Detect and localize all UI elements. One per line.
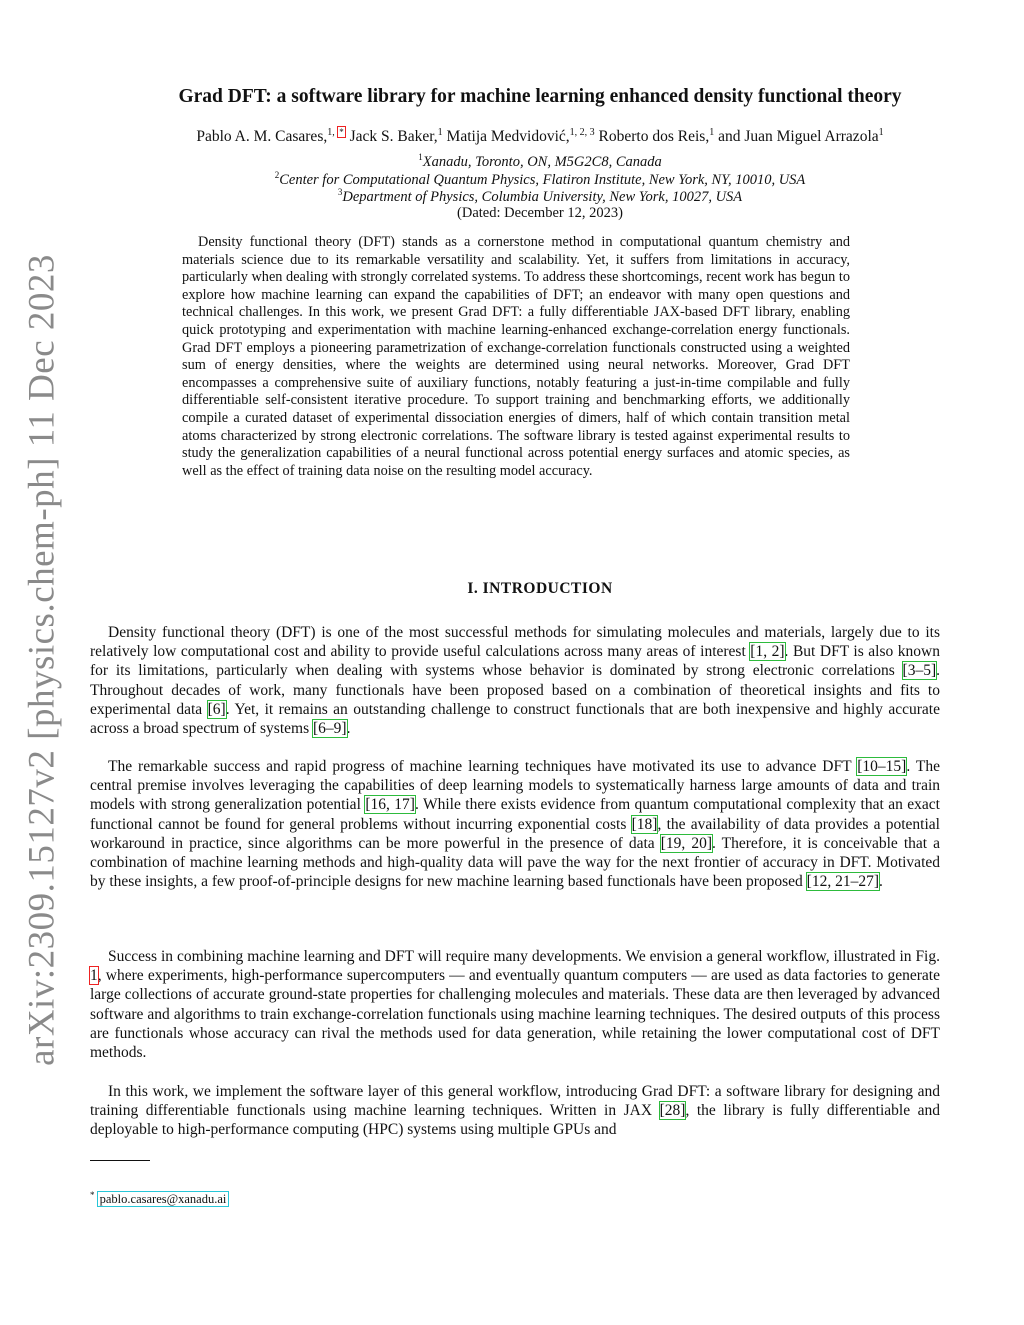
citation-link[interactable]: [3–5] bbox=[902, 662, 937, 680]
affiliation-2 bbox=[80, 170, 1000, 189]
author-name: Pablo A. M. Casares, bbox=[196, 128, 328, 146]
citation-link[interactable]: [10–15] bbox=[857, 758, 907, 775]
paragraph-text: . While there exists evidence from quantum computational complexity that an exact functional cannot be found for general problems without incurring exponential costs bbox=[90, 796, 940, 833]
figure-reference-link[interactable]: 1 bbox=[90, 967, 98, 985]
affiliation-mark: 3 bbox=[337, 187, 343, 197]
paragraph-text: . Yet, it remains an outstanding challenge to construct functionals that are both inexpensive and highly accurate across a broad spectrum of systems bbox=[90, 700, 940, 738]
paragraph-text: . But DFT is also known for its limitations, particularly when dealing with systems whose behavior is dominated by strong electronic correlations bbox=[90, 643, 941, 680]
citation-link[interactable]: [19, 20] bbox=[660, 834, 712, 852]
author-name: and Juan Miguel Arrazola bbox=[714, 128, 879, 146]
author-affiliation-mark: 1 bbox=[878, 127, 884, 138]
paragraph-text: In this work, we implement the software layer of this general workflow, introducing Grad DFT: a software library for designing and training differentiable functionals using machine learning techniques. Written in JAX bbox=[90, 1083, 940, 1120]
affiliation-3 bbox=[80, 187, 1000, 206]
paragraph-text: . Therefore, it is conceivable that a combination of machine learning methods and high-quality data will pave the way for the next frontier of accuracy in DFT. Motivated by these insights, a few proof-of-principle designs for new machine learning based functionals have been proposed bbox=[90, 834, 941, 891]
body-paragraph bbox=[90, 757, 940, 891]
paragraph-text: , the availability of data provides a potential workaround in practice, since algorithms can be more powerful in the presence of data bbox=[90, 815, 940, 852]
arxiv-identifier-stamp: arXiv:2309.15127v2 [physics.chem-ph] 11 Dec 2023 bbox=[21, 254, 63, 1066]
footnote-mark: * bbox=[90, 1190, 95, 1200]
paper-title: Grad DFT: a software library for machine learning enhanced density functional theory bbox=[178, 86, 902, 107]
author-email-link[interactable]: pablo.casares@xanadu.ai bbox=[99, 1192, 227, 1207]
author-affiliation-mark: 1 bbox=[709, 127, 715, 138]
author-list bbox=[80, 127, 1000, 146]
citation-link[interactable]: [12, 21–27] bbox=[806, 873, 879, 891]
citation-link[interactable]: [1, 2] bbox=[750, 643, 785, 661]
author-name: Roberto dos Reis, bbox=[594, 128, 710, 146]
corresponding-author-link[interactable]: * bbox=[339, 127, 344, 137]
paragraph-text: . bbox=[878, 873, 883, 891]
footnote-rule bbox=[90, 1160, 150, 1161]
author-affiliation-mark: 1 bbox=[437, 127, 443, 138]
section-heading: I. INTRODUCTION bbox=[467, 580, 613, 597]
paragraph-text: , where experiments, high-performance supercomputers — and eventually quantum computers — are used as data factories to generate large collections of accurate ground-state properties for challenging molecules and materials. These data are then leveraged by advanced software and algorithms to train exchange-correlation functionals using machine learning techniques. The desired outputs of this process are functionals whose accuracy can rival the methods used for data generation, while retaining the lower computational cost of DFT methods. bbox=[90, 967, 940, 1062]
paragraph-text: Success in combining machine learning and DFT will require many developments. We envision a general workflow, illustrated in Fig. bbox=[108, 948, 940, 965]
affiliation-text: Department of Physics, Columbia University, New York, 10027, USA bbox=[342, 188, 743, 205]
footnote bbox=[90, 1190, 228, 1207]
author-affiliation-mark: 1, 2, 3 bbox=[569, 127, 595, 138]
body-paragraph bbox=[90, 947, 940, 1062]
paragraph-text: . Throughout decades of work, many functionals have been proposed based on a combination of theoretical insights and fits to experimental data bbox=[90, 662, 940, 718]
body-paragraph bbox=[90, 1082, 940, 1140]
paragraph-text: , the library is fully differentiable and deployable to high-performance computing (HPC) systems using multiple GPUs and bbox=[90, 1102, 940, 1139]
citation-link[interactable]: [6–9] bbox=[312, 720, 347, 738]
paragraph-text: Density functional theory (DFT) is one of the most successful methods for simulating molecules and materials, largely due to its relatively low computational cost and ability to provide useful calculations across many areas of interest bbox=[90, 624, 940, 661]
citation-link[interactable]: [18] bbox=[631, 815, 658, 833]
citation-link[interactable]: [16, 17] bbox=[365, 796, 415, 814]
citation-link[interactable]: [28] bbox=[659, 1102, 686, 1120]
body-paragraph bbox=[90, 623, 940, 738]
affiliation-mark: 2 bbox=[274, 170, 280, 180]
author-name: Matija Medvidović, bbox=[442, 128, 570, 146]
paragraph-text: . bbox=[346, 720, 351, 738]
paragraph-text: The remarkable success and rapid progress of machine learning techniques have motivated its use to advance DFT bbox=[108, 758, 858, 775]
affiliation-mark: 1 bbox=[418, 152, 423, 162]
affiliation-text: Xanadu, Toronto, ON, M5G2C8, Canada bbox=[422, 153, 662, 170]
abstract: Density functional theory (DFT) stands as a cornerstone method in computational quantum chemistry and materials science due to its remarkable versatility and scalability. Yet, it suffers from limitations in accuracy, particularly when dealing with strongly correlated systems. To address these shortcomings, recent work has begun to explore how machine learning can expand the capabilities of DFT; an endeavor with many open questions and technical challenges. In this work, we present Grad DFT: a fully differentiable JAX-based DFT library, enabling quick prototyping and experimentation with machine learning-enhanced exchange-correlation energy functionals. Grad DFT employs a pioneering parametrization of exchange-correlation functionals constructed using a weighted sum of energy densities, where the weights are determined using neural networks. Moreover, Grad DFT encompasses a comprehensive suite of auxiliary functions, notably featuring a just-in-time compilable and fully differentiable self-consistent iterative procedure. To support training and benchmarking efforts, we additionally compile a curated dataset of experimental dissociation energies of dimers, half of which contain transition metal atoms characterized by strong electronic correlations. The software library is tested against experimental results to study the generalization capabilities of a neural functional across potential energy surfaces and atomic species, as well as the effect of training data noise on the resulting model accuracy. bbox=[182, 234, 850, 479]
citation-link[interactable]: [6] bbox=[207, 700, 226, 718]
affiliation-text: Center for Computational Quantum Physics, Flatiron Institute, New York, NY, 10010, USA bbox=[279, 171, 806, 188]
dated-line: (Dated: December 12, 2023) bbox=[457, 205, 623, 221]
paragraph-text: . The central premise involves leveraging the capabilities of deep learning models to systematically harness large amounts of data and train models with strong generalization potential bbox=[90, 758, 940, 814]
author-affiliation-mark: 1, * bbox=[327, 127, 344, 138]
affiliation-1 bbox=[80, 152, 1000, 171]
author-name: Jack S. Baker, bbox=[345, 128, 438, 146]
